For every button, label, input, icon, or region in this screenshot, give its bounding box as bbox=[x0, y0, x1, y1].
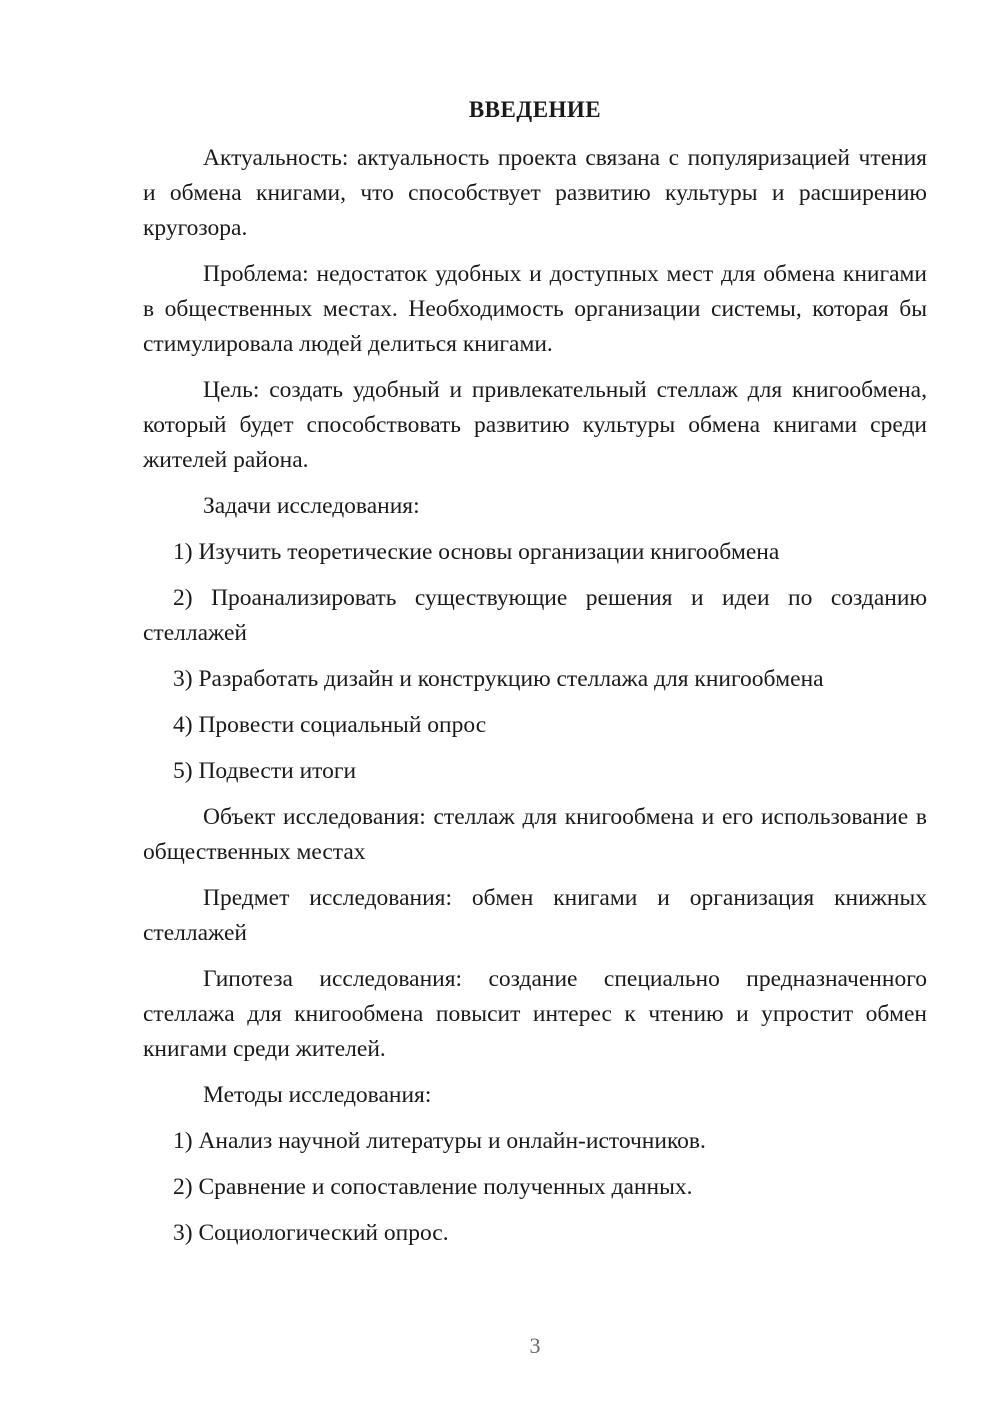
method-item-3: 3) Социологический опрос. bbox=[173, 1220, 449, 1246]
task-item-2: 2) Проанализировать существующие решения и идеи по созданию стеллажей bbox=[143, 585, 927, 646]
method-item-1: 1) Анализ научной литературы и онлайн-источников. bbox=[173, 1128, 706, 1154]
goal-paragraph: Цель: создать удобный и привлекательный стеллаж для книгообмена, который будет способствовать развитию культуры обмена книгами среди жителей района. bbox=[143, 377, 927, 473]
problem-paragraph: Проблема: недостаток удобных и доступных мест для обмена книгами в общественных местах. Необходимость организации системы, которая бы стимулировала людей делиться книгами. bbox=[143, 261, 927, 357]
tasks-title: Задачи исследования: bbox=[203, 493, 420, 519]
hypothesis-paragraph: Гипотеза исследования: создание специально предназначенного стеллажа для книгообмена повысит интерес к чтению и упростит обмен книгами среди жителей. bbox=[143, 966, 927, 1062]
document-page bbox=[143, 92, 927, 1262]
method-item-2: 2) Сравнение и сопоставление полученных данных. bbox=[173, 1174, 693, 1200]
relevance-paragraph: Актуальность: актуальность проекта связана с популяризацией чтения и обмена книгами, что способствует развитию культуры и расширению кругозора. bbox=[143, 145, 927, 241]
task-item-1: 1) Изучить теоретические основы организации книгообмена bbox=[173, 539, 780, 565]
page-number: 3 bbox=[529, 1333, 541, 1358]
task-item-3: 3) Разработать дизайн и конструкцию стеллажа для книгообмена bbox=[173, 666, 824, 692]
subject-paragraph: Предмет исследования: обмен книгами и организация книжных стеллажей bbox=[143, 885, 927, 946]
object-paragraph: Объект исследования: стеллаж для книгообмена и его использование в общественных местах bbox=[143, 804, 927, 865]
section-heading: ВВЕДЕНИЕ bbox=[468, 97, 602, 122]
methods-title: Методы исследования: bbox=[203, 1082, 432, 1108]
task-item-4: 4) Провести социальный опрос bbox=[173, 712, 487, 738]
task-item-5: 5) Подвести итоги bbox=[173, 758, 357, 784]
